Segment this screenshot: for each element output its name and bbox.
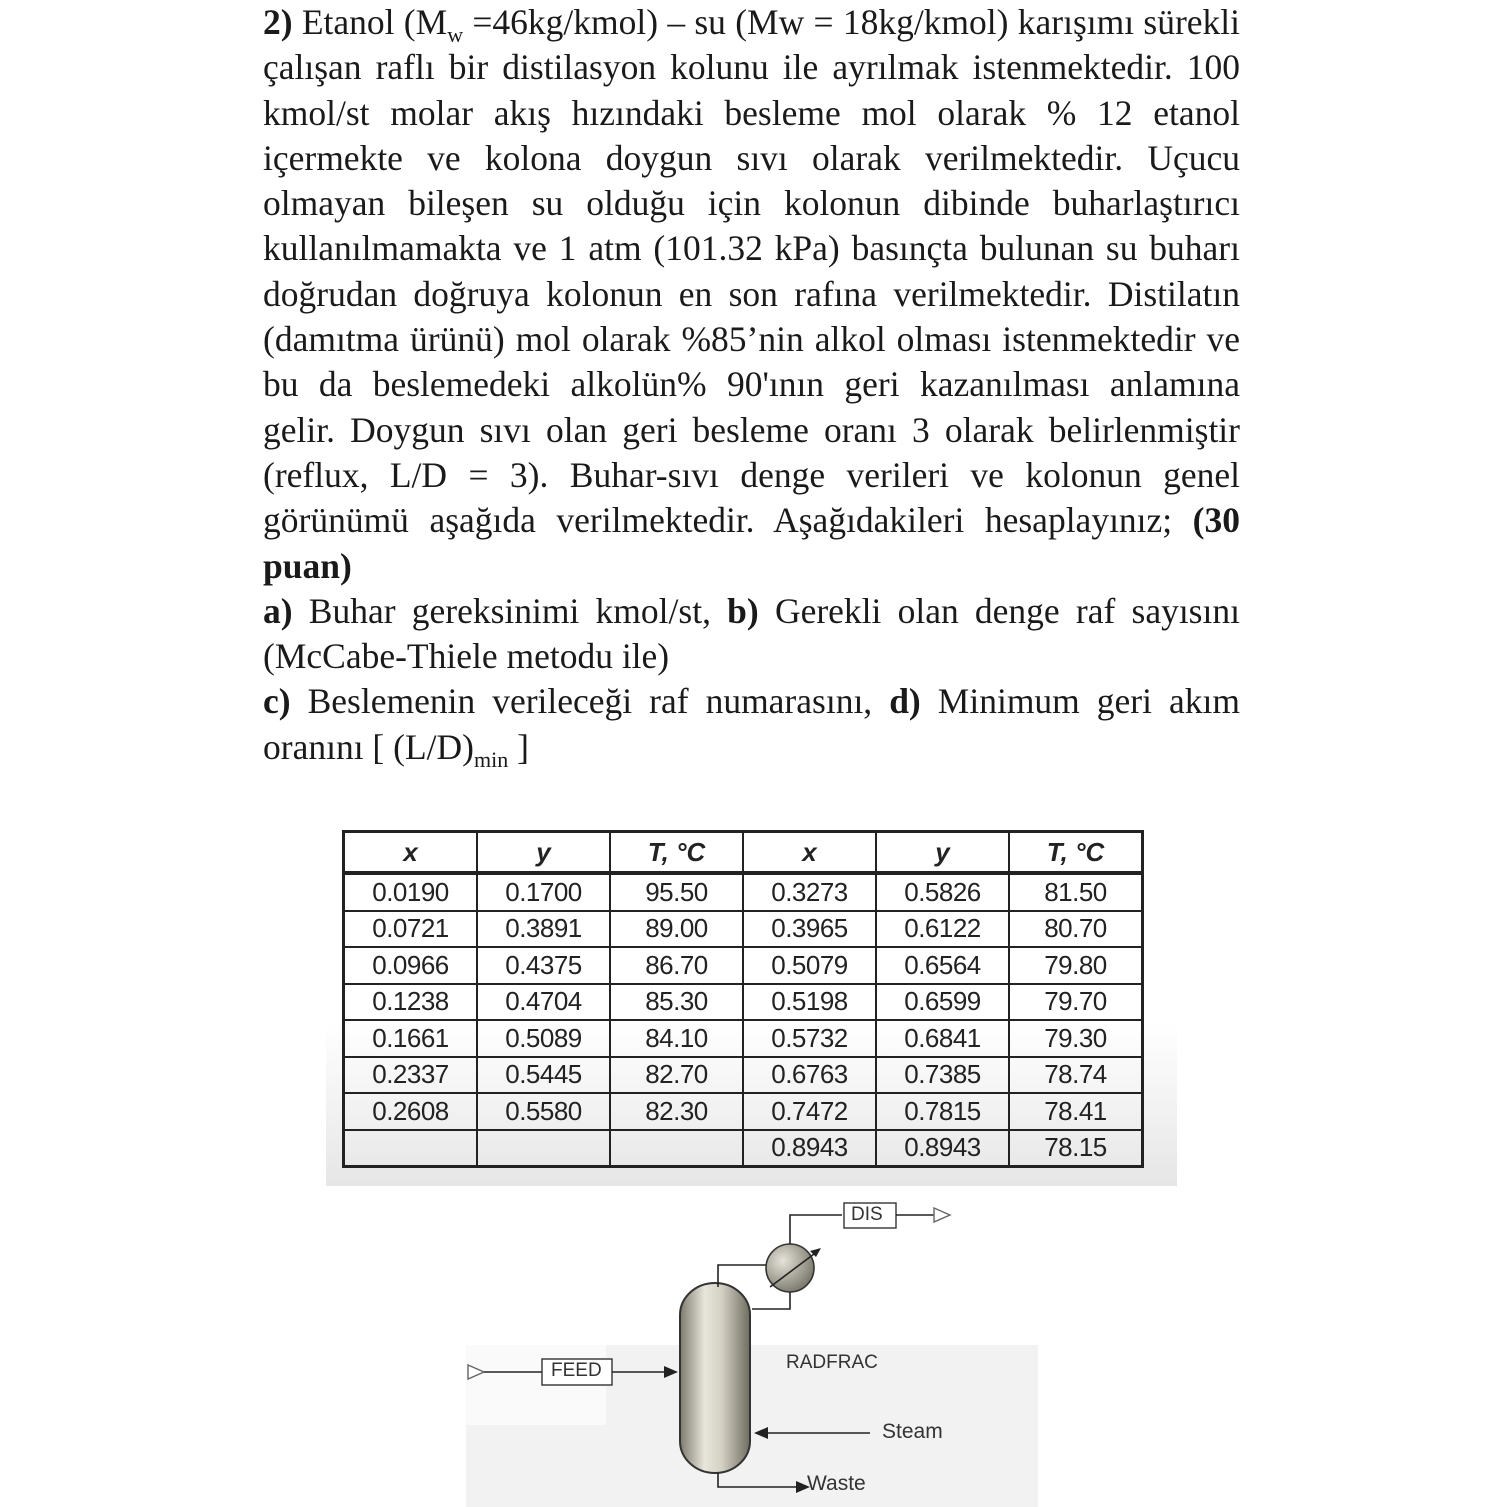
table-cell: 0.7472 [743, 1093, 876, 1130]
table-cell: 0.3891 [477, 911, 610, 948]
column-header: T, °C [610, 832, 743, 874]
column-header: x [743, 832, 876, 874]
table-cell: 0.5445 [477, 1057, 610, 1094]
c-text: Beslemenin verileceği raf numarasını, [290, 681, 890, 722]
table-cell: 0.7385 [876, 1057, 1009, 1094]
table-cell: 0.0190 [344, 873, 478, 911]
table-cell: 0.5079 [743, 947, 876, 984]
table-cell: 0.5732 [743, 1020, 876, 1057]
table-cell: 0.1700 [477, 873, 610, 911]
b-text: Gerekli olan denge raf sayısını (McCabe-Thiele metodu ile) [263, 590, 1240, 677]
table-cell: 89.00 [610, 911, 743, 948]
question-ab [263, 589, 1240, 680]
intro-pre-sub: Etanol (M [301, 2, 448, 42]
table-cell [477, 1130, 610, 1167]
min-subscript: min [473, 746, 509, 772]
table-cell: 0.3273 [743, 873, 876, 911]
table-row [344, 947, 1143, 984]
flowsheet-drawing [466, 1195, 1038, 1507]
table-cell: 0.6841 [876, 1020, 1009, 1057]
column-header: y [876, 832, 1009, 874]
table-cell: 0.3965 [743, 911, 876, 948]
table-cell: 0.5089 [477, 1020, 610, 1057]
column-header: x [344, 832, 478, 874]
table-cell: 0.8943 [876, 1130, 1009, 1167]
problem-text [263, 0, 1240, 770]
table-cell: 0.2337 [344, 1057, 478, 1094]
table-cell: 0.6122 [876, 911, 1009, 948]
column-flowsheet [466, 1195, 1038, 1507]
table-cell: 0.1661 [344, 1020, 478, 1057]
intro-text: =46kg/kmol) – su (Mw = 18kg/kmol) karışımı sürekli çalışan raflı bir distilasyon kolunu ile ayrılmak istenmektedir. 100 kmol/st molar akış hızındaki besleme mol olarak % 12 etanol içermekte ve kolona doygun sıvı olarak verilmektedir. Uçucu olmayan bileşen su olduğu için kolonun dibinde buharlaştırıcı kullanılmamakta ve 1 atm (101.32 kPa) basınçta bulunan su buharı doğrudan doğruya kolonun en son rafına verilmektedir. Distilatın (damıtma ürünü) mol olarak %85’nin alkol olması istenmektedir ve bu da beslemedeki alkolün% 90'ının geri kazanılması anlamına gelir. Doygun sıvı olan geri besleme oranı 3 olarak belirlenmiştir (reflux, L/D = 3). Buhar-sıvı denge verileri ve kolonun genel görünümü aşağıda verilmektedir. Aşağıdakileri hesaplayınız; [263, 2, 1240, 541]
problem-number: 2) [263, 2, 293, 42]
distillate-line [790, 1215, 842, 1244]
table-cell: 0.8943 [743, 1130, 876, 1167]
table-cell: 85.30 [610, 984, 743, 1021]
table-cell: 0.5580 [477, 1093, 610, 1130]
radfrac-label: RADFRAC [786, 1352, 878, 1373]
table-cell: 0.6564 [876, 947, 1009, 984]
steam-label: Steam [882, 1420, 943, 1443]
column-header: T, °C [1009, 832, 1143, 874]
table-row [344, 873, 1143, 911]
d-text: Minimum geri akım oranını [ (L/D) [263, 681, 1240, 767]
table-cell: 0.0721 [344, 911, 478, 948]
table-cell: 78.41 [1009, 1093, 1143, 1130]
table-cell: 0.4704 [477, 984, 610, 1021]
table-cell: 78.15 [1009, 1130, 1143, 1167]
table-body [344, 873, 1143, 1167]
vle-table-image [326, 822, 1177, 1186]
mw-subscript: w [447, 22, 464, 47]
table-row [344, 984, 1143, 1021]
table-cell: 79.70 [1009, 984, 1143, 1021]
table-cell: 0.6599 [876, 984, 1009, 1021]
a-label: a) [263, 590, 293, 631]
table-cell [344, 1130, 478, 1167]
d-text-end: ] [508, 726, 529, 767]
table-cell: 0.2608 [344, 1093, 478, 1130]
table-cell: 0.6763 [743, 1057, 876, 1094]
table-row [344, 1020, 1143, 1057]
a-text: Buhar gereksinimi kmol/st, [292, 590, 728, 631]
column-header: y [477, 832, 610, 874]
dis-label: DIS [851, 1204, 883, 1225]
b-label: b) [727, 590, 759, 631]
table-cell: 0.5198 [743, 984, 876, 1021]
table-header-row [344, 832, 1143, 874]
table-cell: 0.0966 [344, 947, 478, 984]
dis-outlet-arrow [934, 1208, 950, 1222]
table-cell: 80.70 [1009, 911, 1143, 948]
table-cell: 0.1238 [344, 984, 478, 1021]
problem-paragraph [263, 0, 1240, 589]
table-cell: 84.10 [610, 1020, 743, 1057]
table-cell: 79.30 [1009, 1020, 1143, 1057]
table-cell [610, 1130, 743, 1167]
table-cell: 95.50 [610, 873, 743, 911]
table-cell: 79.80 [1009, 947, 1143, 984]
table-cell: 0.5826 [876, 873, 1009, 911]
table-cell: 82.70 [610, 1057, 743, 1094]
table-cell: 78.74 [1009, 1057, 1143, 1094]
table-cell: 81.50 [1009, 873, 1143, 911]
table-row [344, 911, 1143, 948]
points-label: (30 puan) [263, 500, 1240, 586]
table-cell: 86.70 [610, 947, 743, 984]
table-cell: 0.4375 [477, 947, 610, 984]
vle-table [342, 830, 1144, 1168]
d-label: d) [889, 681, 921, 722]
table-cell: 82.30 [610, 1093, 743, 1130]
c-label: c) [263, 681, 291, 722]
distillation-column [680, 1283, 750, 1473]
table-row [344, 1057, 1143, 1094]
table-cell: 0.7815 [876, 1093, 1009, 1130]
question-cd [263, 679, 1240, 770]
feed-label: FEED [551, 1360, 602, 1381]
table-row [344, 1130, 1143, 1167]
reflux-line [752, 1292, 790, 1309]
table-row [344, 1093, 1143, 1130]
waste-label: Waste [807, 1472, 866, 1495]
